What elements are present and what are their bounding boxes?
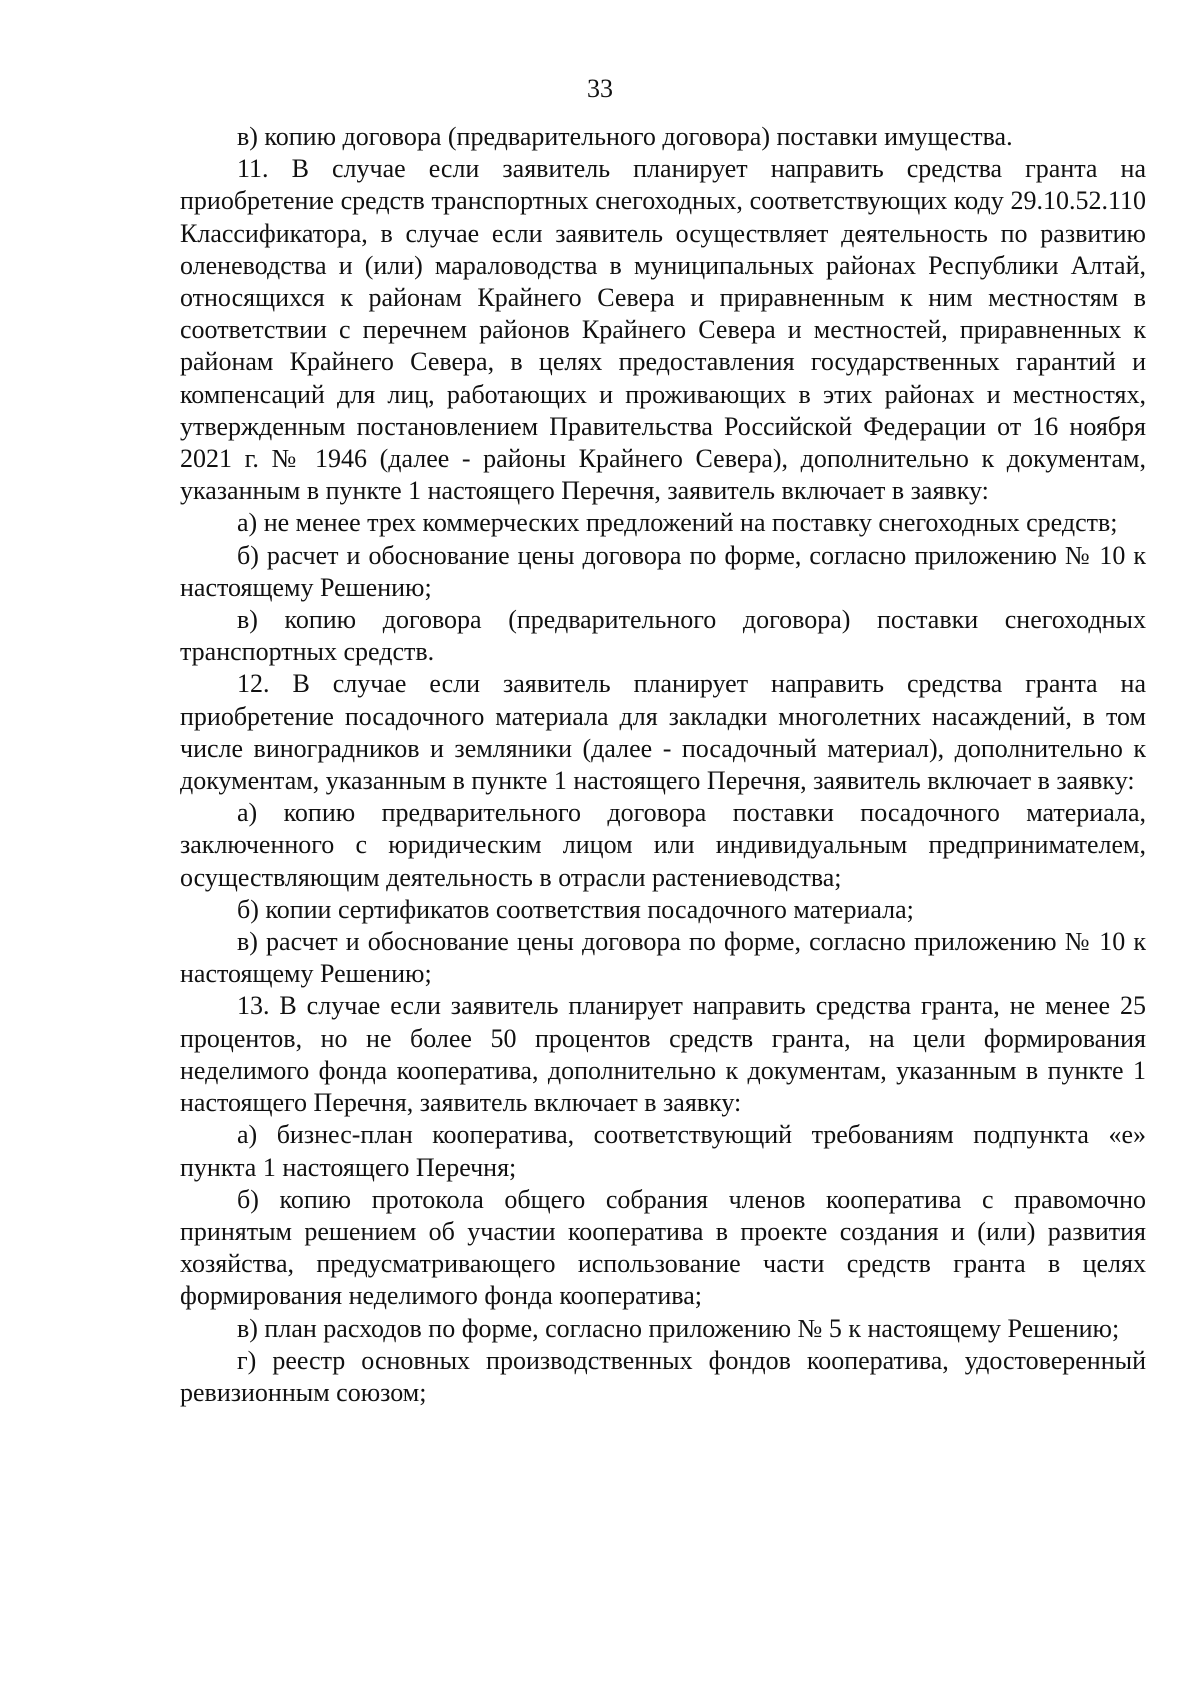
page-number: 33: [587, 74, 613, 103]
paragraph-11a: а) не менее трех коммерческих предложений на поставку снегоходных средств;: [237, 508, 1118, 538]
document-body: [180, 121, 1146, 1409]
paragraph-13g: г) реестр основных производственных фондов кооператива, удостоверенный ревизионным союзом;: [180, 1345, 1146, 1407]
paragraph-13b: б) копию протокола общего собрания членов кооператива с правомочно принятым решением об участии кооператива в проекте создания и (или) развития хозяйства, предусматривающего использование части средств гранта в целях формирования неделимого фонда кооператива;: [180, 1184, 1146, 1311]
paragraph-13a: а) бизнес-план кооператива, соответствующий требованиям подпункта «е» пункта 1 настоящего Перечня;: [180, 1120, 1146, 1182]
paragraph-12b: б) копии сертификатов соответствия посадочного материала;: [237, 894, 914, 924]
paragraph-13v: в) план расходов по форме, согласно приложению № 5 к настоящему Решению;: [237, 1313, 1120, 1343]
paragraph-12: 12. В случае если заявитель планирует направить средства гранта на приобретение посадочного материала для закладки многолетних насаждений, в том числе виноградников и земляники (далее - посадочный материал), дополнительно к документам, указанным в пункте 1 настоящего Перечня, заявитель включает в заявку:: [180, 669, 1146, 796]
paragraph-12a: а) копию предварительного договора поставки посадочного материала, заключенного с юридическим лицом или индивидуальным предпринимателем, осуществляющим деятельность в отрасли растениеводства;: [180, 798, 1146, 892]
paragraph-11: 11. В случае если заявитель планирует направить средства гранта на приобретение средств транспортных снегоходных, соответствующих коду 29.10.52.110 Классификатора, в случае если заявитель осуществляет деятельность по развитию оленеводства и (или) мараловодства в муниципальных районах Республики Алтай, относящихся к районам Крайнего Севера и приравненным к ним местностям в соответствии с перечнем районов Крайнего Севера и местностей, приравненных к районам Крайнего Севера, в целях предоставления государственных гарантий и компенсаций для лиц, работающих и проживающих в этих районах и местностях, утвержденным постановлением Правительства Российской Федерации от 16 ноября 2021 г. № 1946 (далее - районы Крайнего Севера), дополнительно к документам, указанным в пункте 1 настоящего Перечня, заявитель включает в заявку:: [180, 154, 1146, 506]
paragraph-13: 13. В случае если заявитель планирует направить средства гранта, не менее 25 процентов, но не более 50 процентов средств гранта, на цели формирования неделимого фонда кооператива, дополнительно к документам, указанным в пункте 1 настоящего Перечня, заявитель включает в заявку:: [180, 991, 1146, 1118]
paragraph-10v: в) копию договора (предварительного договора) поставки имущества.: [237, 122, 1013, 151]
paragraph-12v: в) расчет и обоснование цены договора по форме, согласно приложению № 10 к настоящему Решению;: [180, 927, 1146, 989]
paragraph-11v: в) копию договора (предварительного договора) поставки снегоходных транспортных средств.: [180, 605, 1146, 667]
paragraph-11b: б) расчет и обоснование цены договора по форме, согласно приложению № 10 к настоящему Решению;: [180, 540, 1146, 602]
